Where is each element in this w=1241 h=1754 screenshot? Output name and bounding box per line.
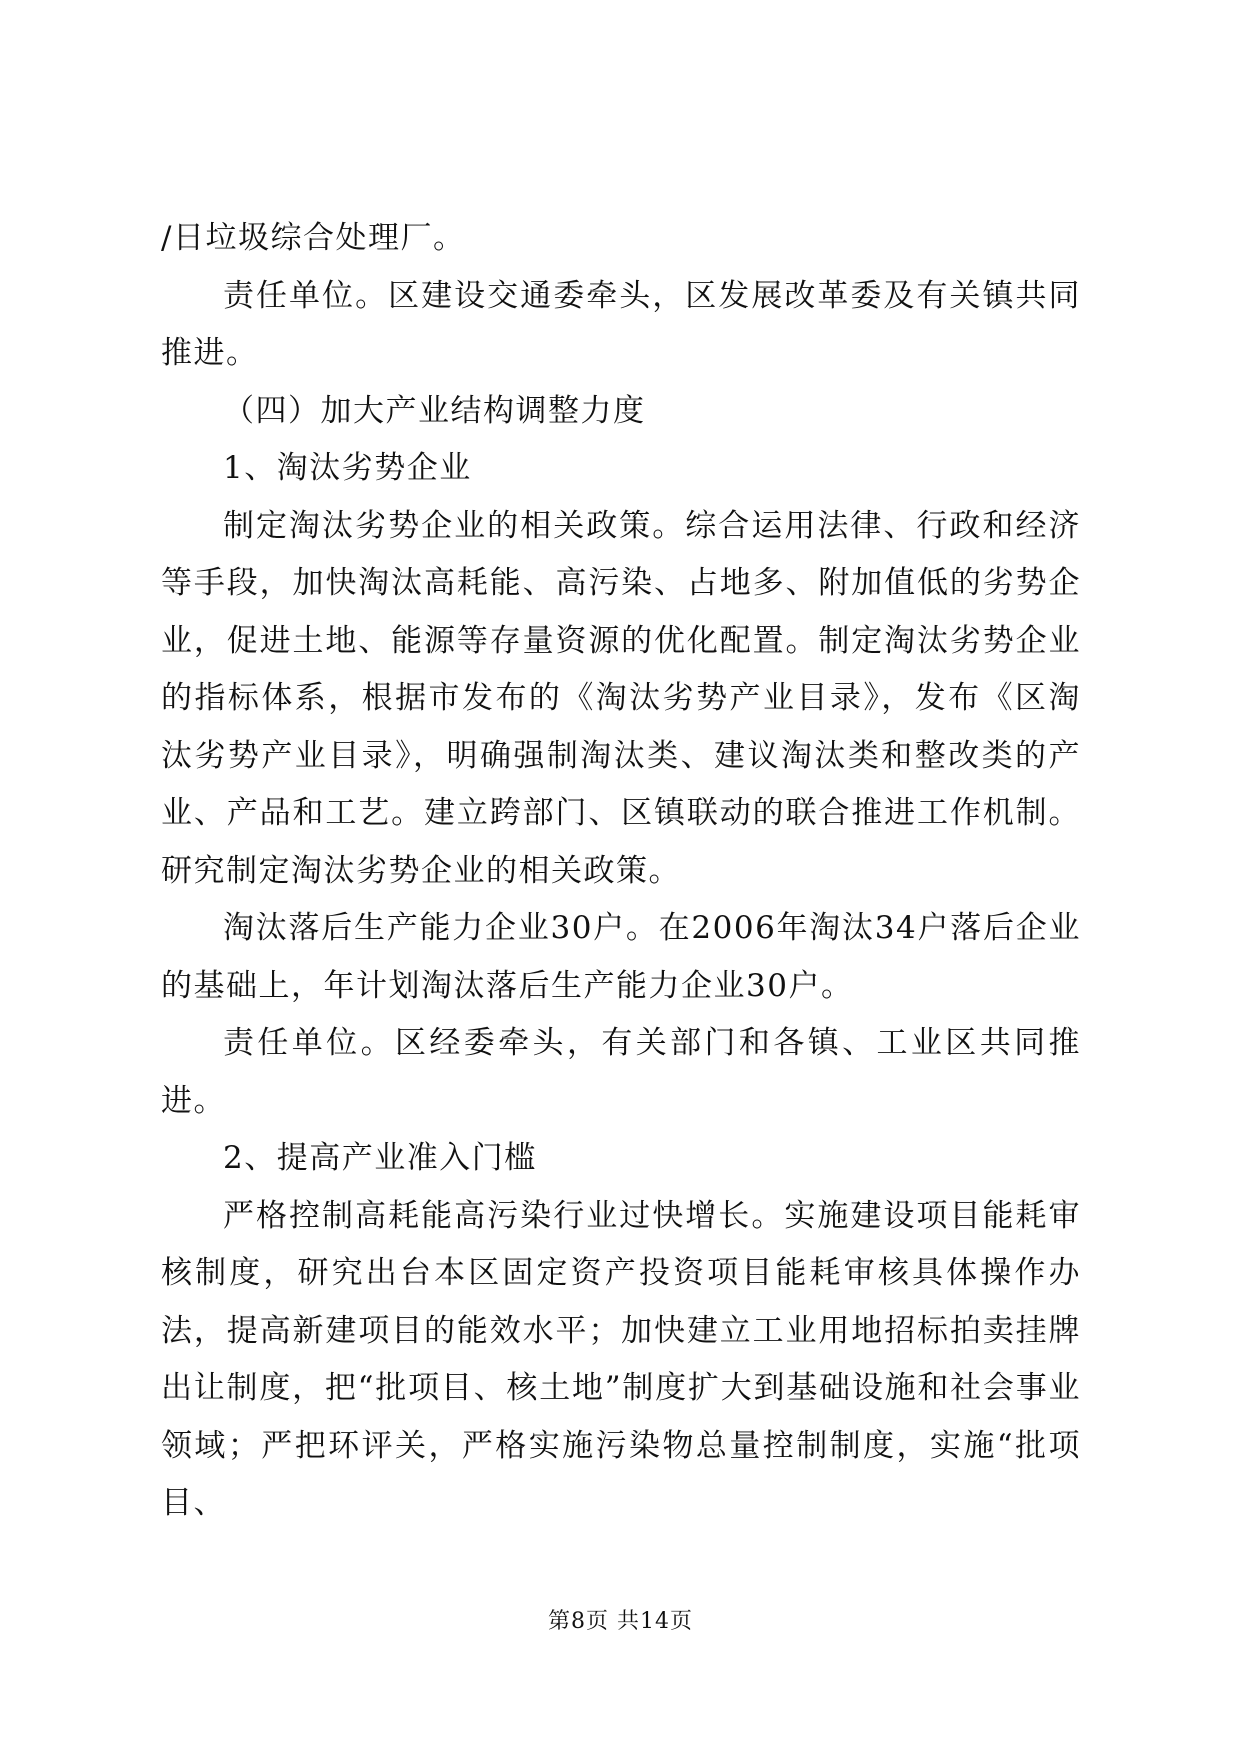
- paragraph-eliminate-policy: 制定淘汰劣势企业的相关政策。综合运用法律、行政和经济等手段，加快淘汰高耗能、高污染、占地多、附加值低的劣势企业，促进土地、能源等存量资源的优化配置。制定淘汰劣势企业的指标体系，根据市发布的《淘汰劣势产业目录》，发布《区淘汰劣势产业目录》，明确强制淘汰类、建议淘汰类和整改类的产业、产品和工艺。建立跨部门、区镇联动的联合推进工作机制。研究制定淘汰劣势企业的相关政策。: [161, 507, 1081, 889]
- paragraph-eliminate-30-enterprises: 淘汰落后生产能力企业30户。在2006年淘汰34户落后企业的基础上，年计划淘汰落后生产能力企业30户。: [161, 910, 1081, 1004]
- section-heading-industry-structure: （四）加大产业结构调整力度: [223, 392, 646, 429]
- document-body: [161, 210, 1081, 1533]
- paragraph-responsibility-economic: 责任单位。区经委牵头，有关部门和各镇、工业区共同推进。: [161, 1025, 1081, 1119]
- paragraph-control-high-energy: 严格控制高耗能高污染行业过快增长。实施建设项目能耗审核制度，研究出台本区固定资产投资项目能耗审核具体操作办法，提高新建项目的能效水平；加快建立工业用地招标拍卖挂牌出让制度，把“批项目、核土地”制度扩大到基础设施和社会事业领域；严把环评关，严格实施污染物总量控制制度，实施“批项目、: [161, 1197, 1081, 1521]
- subheading-eliminate-weak-enterprises: 1、淘汰劣势企业: [223, 450, 472, 486]
- paragraph-responsibility-construction: 责任单位。区建设交通委牵头，区发展改革委及有关镇共同推进。: [161, 277, 1081, 371]
- page-number-footer: 第8页 共14页: [548, 1609, 693, 1634]
- paragraph-continuation: /日垃圾综合处理厂。: [161, 220, 466, 256]
- subheading-raise-entry-threshold: 2、提高产业准入门槛: [223, 1140, 537, 1176]
